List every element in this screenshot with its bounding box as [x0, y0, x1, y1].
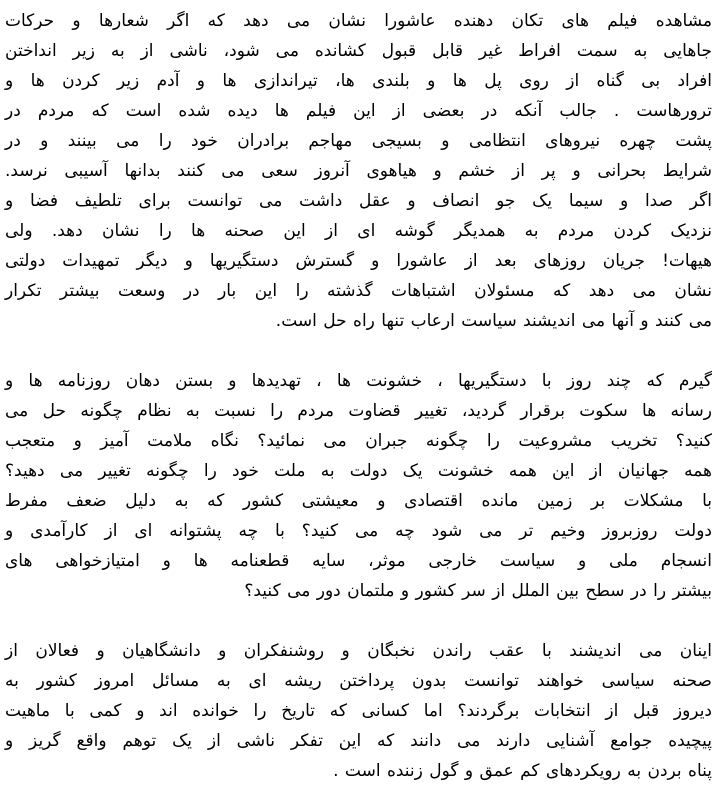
text-line: نزدیک کردن مردم به همدیگر گوشه ای از این صحنه ها را نشان دهد. ولی: [5, 221, 712, 241]
text-line: اگر صدا و سیما یک جو انصاف و عقل داشت می توانست برای تلطیف فضا و: [5, 191, 712, 211]
text-line: پشت چهره نیروهای انتظامی و بسیجی مهاجم برادران خود را می بینند و در: [5, 131, 712, 151]
text-line: با مشکلات بر زمین مانده اقتصادی و معیشتی کشور که به دلیل ضعف مفرط: [5, 491, 712, 511]
text-line: ترورهاست . جالب آنکه در بعضی از این فیلم ها دیده شده است که مردم در: [5, 101, 712, 121]
text-line: دیروز قبل از انتخابات برگردند؟ اما کسانی که تاریخ را خوانده اند و کمی با ماهیت: [5, 701, 712, 721]
text-line: همه جهانیان از این همه خشونت یک دولت به ملت خود را چگونه تغییر می دهید؟: [5, 461, 712, 481]
text-line: افراد بی گناه از روی پل ها و بلندی ها، تیراندازی ها و آدم زیر کردن ها و: [5, 71, 712, 91]
text-line: شرایط بحرانی و پر از خشم و هیاهوی آنروز سعی می کنند بدانها آسیبی نرسد.: [5, 161, 712, 181]
text-line: اینان می اندیشند با عقب راندن نخبگان و روشنفکران و دانشگاهیان و فعالان از: [5, 641, 712, 661]
text-line: نشان می دهد که مسئولان اشتباهات گذشته را این بار در وسعت بیشتر تکرار: [5, 281, 712, 301]
text-line: انسجام ملی و سیاست خارجی موثر، سایه قطعنامه ها و امتیازخواهی های: [5, 551, 712, 571]
paragraph-2: [5, 366, 712, 606]
text-line: پیچیده جوامع آشنایی دارند می دانند که این تفکر ناشی از یک توهم واقع گریز و: [5, 731, 712, 751]
text-line: بیشتر را در سطح بین الملل از سر کشور و ملتمان دور می کنید؟: [244, 581, 712, 601]
paragraph-1: [5, 6, 712, 336]
text-line: هیهات! جریان روزهای بعد از عاشورا و گسترش دستگیریها و دیگر تمهیدات دولتی: [5, 251, 712, 271]
text-line: کنید؟ تخریب مشروعیت را چگونه جبران می نمائید؟ نگاه ملامت آمیز و متعجب: [5, 431, 712, 451]
text-line: دولت روزبروز وخیم تر می شود چه می کنید؟ با چه پشتوانه ای از کارآمدی و: [5, 521, 712, 541]
text-line: صحنه سیاسی خواهند توانست بدون پرداختن ریشه ای به مسائل امروز کشور به: [5, 671, 712, 691]
text-line: گیرم که چند روز با دستگیریها ، خشونت ها ، تهدیدها و بستن دهان روزنامه ها و: [5, 371, 712, 391]
text-line: می کنند و آنها می اندیشند سیاست ارعاب تنها راه حل است.: [275, 311, 712, 331]
text-line: رسانه ها سکوت برقرار گردید، تغییر قضاوت مردم را نسبت به نظام چگونه حل می: [5, 401, 712, 421]
text-line: مشاهده فیلم های تکان دهنده عاشورا نشان می دهد که اگر شعارها و حرکات: [5, 11, 712, 31]
text-line: پناه بردن به رویکردهای کم عمق و گول زننده است .: [333, 761, 712, 781]
text-line: جاهایی به سمت افراط غیر قابل قبول کشانده می شود، ناشی از به زیر انداختن: [5, 41, 712, 61]
paragraph-3: [5, 636, 712, 786]
